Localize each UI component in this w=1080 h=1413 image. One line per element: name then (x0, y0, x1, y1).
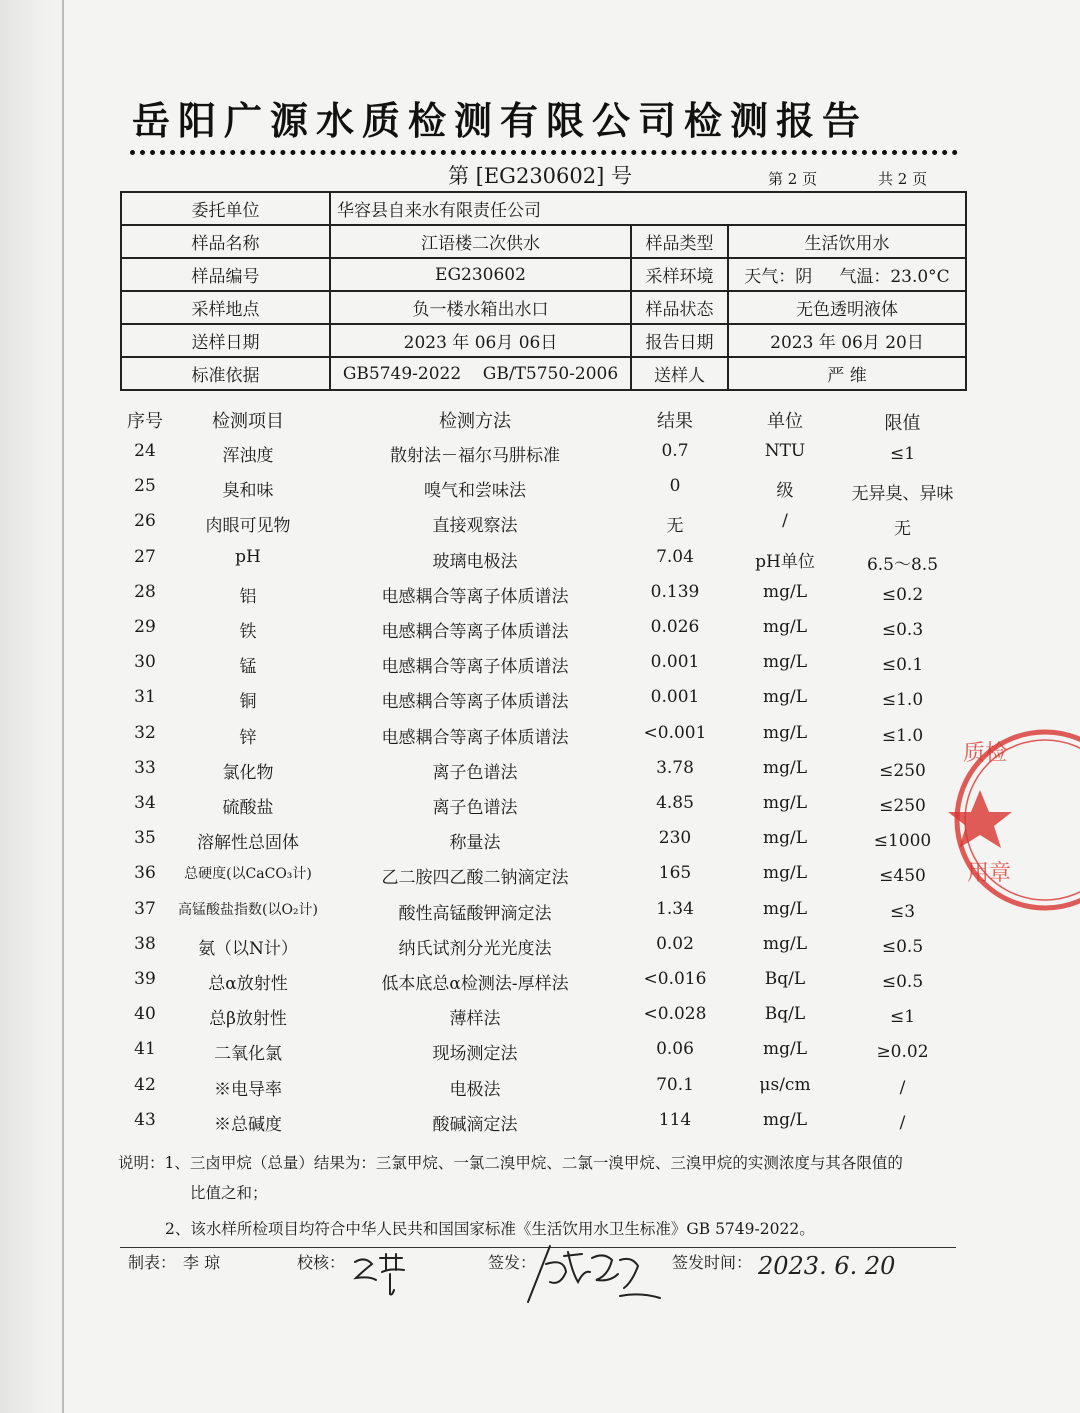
row-item: 锌 (239, 727, 257, 748)
row-item: 铝 (239, 586, 257, 607)
row-result: 0.139 (650, 581, 700, 602)
row-item: 硫酸盐 (222, 798, 274, 818)
row-method: 酸性高锰酸钾滴定法 (398, 903, 552, 924)
row-limit: ≤3 (889, 901, 916, 922)
row-method: 电极法 (449, 1079, 501, 1100)
row-limit: ≤0.5 (881, 972, 924, 992)
row-no: 30 (134, 652, 156, 673)
row-item: 二氧化氯 (214, 1044, 282, 1065)
row-method: 散射法－福尔马肼标准 (390, 446, 560, 466)
row-result: 无 (666, 516, 684, 537)
row-no: 42 (134, 1074, 156, 1095)
row-no: 43 (134, 1109, 156, 1130)
row-method: 低本底总α检测法-厚样法 (381, 974, 569, 994)
row-limit: ≤250 (879, 760, 926, 781)
report-date-value: 2023 年 06月 20日 (728, 324, 966, 357)
row-result: 114 (658, 1109, 692, 1130)
row-no: 31 (134, 687, 156, 708)
row-limit: ≤1 (889, 444, 916, 464)
row-item: ※电导率 (214, 1079, 282, 1100)
row-result: 3.78 (656, 757, 694, 778)
sender-label: 送样人 (631, 357, 728, 390)
col-header-unit: 单位 (767, 411, 803, 432)
col-header-item: 检测项目 (212, 411, 284, 432)
row-result: 0 (669, 476, 681, 497)
row-unit: Bq/L (764, 1004, 806, 1025)
row-item: 氯化物 (222, 762, 274, 783)
col-header-limit: 限值 (884, 413, 921, 434)
row-item: 铁 (239, 622, 257, 642)
row-method: 酸碱滴定法 (432, 1114, 518, 1135)
sampling-env-label: 采样环境 (631, 258, 728, 291)
report-date-label: 报告日期 (631, 324, 728, 357)
row-result: 0.7 (661, 441, 689, 461)
sampling-place-value: 负一楼水箱出水口 (330, 291, 631, 324)
row-method: 离子色谱法 (432, 762, 518, 783)
row-limit: ≤450 (879, 866, 926, 887)
row-unit: mg/L (762, 617, 808, 637)
row-no: 41 (134, 1039, 156, 1060)
row-method: 电感耦合等离子体质谱法 (381, 622, 569, 642)
row-limit: 无异臭、异味 (851, 484, 954, 505)
row-result: 230 (658, 828, 692, 849)
row-no: 40 (134, 1004, 156, 1025)
col-header-result: 结果 (657, 411, 693, 432)
row-unit: μs/cm (759, 1074, 811, 1095)
row-item: 高锰酸盐指数(以O₂计) (177, 901, 318, 918)
row-no: 35 (134, 828, 156, 849)
row-result: 1.34 (656, 898, 694, 919)
row-item: 肉眼可见物 (205, 516, 291, 537)
row-item: 溶解性总固体 (197, 833, 299, 854)
binding-margin (0, 0, 68, 1413)
sender-value: 严 维 (728, 357, 966, 390)
row-unit: mg/L (762, 757, 808, 778)
row-method: 称量法 (449, 833, 501, 854)
row-result: 0.06 (656, 1039, 694, 1060)
fold-line (62, 0, 64, 1413)
row-item: 臭和味 (222, 481, 274, 502)
row-limit: ≤0.2 (881, 584, 924, 605)
row-limit: / (899, 1112, 906, 1133)
row-method: 乙二胺四乙酸二钠滴定法 (381, 868, 569, 889)
page-title: 岳阳广源水质检测有限公司检测报告 (131, 99, 868, 143)
document-number: 第 [EG230602] 号 (447, 164, 632, 188)
row-result: 0.001 (650, 652, 700, 673)
row-unit: / (782, 511, 788, 532)
row-item: 浑浊度 (222, 446, 274, 466)
row-no: 32 (134, 722, 156, 743)
sample-name-value: 江语楼二次供水 (330, 225, 631, 258)
row-no: 26 (134, 511, 156, 532)
row-unit: mg/L (762, 933, 808, 954)
row-result: 165 (658, 863, 692, 884)
row-method: 电感耦合等离子体质谱法 (381, 586, 569, 607)
note-line-1: 说明：1、三卤甲烷（总量）结果为：三氯甲烷、一氯二溴甲烷、二氯一溴甲烷、三溴甲烷的实测浓度与其各限值的 (118, 1154, 903, 1172)
row-method: 电感耦合等离子体质谱法 (381, 692, 569, 713)
row-unit: mg/L (762, 793, 808, 813)
row-unit: mg/L (762, 1039, 808, 1060)
sample-code-label: 样品编号 (121, 258, 330, 291)
row-item: pH (235, 546, 261, 567)
row-item: 锰 (239, 657, 257, 678)
row-unit: mg/L (762, 581, 808, 602)
row-method: 现场测定法 (432, 1044, 518, 1065)
row-unit: mg/L (762, 687, 808, 708)
standard-value: GB5749-2022 GB/T5750-2006 (330, 357, 631, 390)
sample-name-label: 样品名称 (121, 225, 330, 258)
row-limit: 无 (894, 519, 911, 540)
row-unit: mg/L (762, 863, 808, 884)
issuer-signature (520, 1242, 670, 1308)
row-limit: 6.5～8.5 (866, 554, 939, 575)
client-value: 华容县自来水有限责任公司 (330, 192, 966, 225)
row-limit: ≤0.1 (881, 655, 924, 676)
client-label: 委托单位 (121, 192, 330, 225)
row-unit: mg/L (762, 1109, 808, 1130)
sample-state-value: 无色透明液体 (728, 291, 966, 324)
row-unit: mg/L (762, 828, 808, 849)
row-no: 24 (134, 441, 156, 461)
row-item: ※总碱度 (214, 1114, 282, 1135)
official-seal (945, 720, 1015, 920)
row-result: <0.016 (643, 969, 707, 989)
row-no: 34 (134, 793, 156, 813)
row-result: 70.1 (656, 1074, 694, 1095)
row-method: 嗅气和尝味法 (424, 481, 526, 502)
row-result: 0.001 (650, 687, 700, 708)
row-unit: Bq/L (764, 969, 806, 989)
row-method: 纳氏试剂分光光度法 (398, 938, 552, 959)
row-item: 总硬度(以CaCO₃计) (184, 866, 312, 883)
sample-code-value: EG230602 (330, 258, 631, 291)
row-no: 36 (134, 863, 156, 884)
issue-time-label: 签发时间： (672, 1253, 753, 1272)
sampling-env-value: 天气：阴 气温：23.0°C (728, 258, 966, 291)
row-limit: / (899, 1077, 906, 1098)
send-date-value: 2023 年 06月 06日 (330, 324, 631, 357)
row-result: 0.02 (656, 933, 694, 954)
row-method: 直接观察法 (432, 516, 518, 537)
row-unit: NTU (764, 441, 806, 461)
checked-label: 校核： (297, 1253, 346, 1272)
row-limit: ≤0.3 (881, 620, 924, 640)
col-header-method: 检测方法 (439, 411, 511, 432)
row-limit: ≤1 (889, 1007, 916, 1028)
issue-time-handwritten: 2023. 6. 20 (758, 1252, 896, 1280)
sample-state-label: 样品状态 (631, 291, 728, 324)
note-line-2: 2、该水样所检项目均符合中华人民共和国国家标准《生活饮用水卫生标准》GB 5749-2022。 (165, 1220, 815, 1238)
row-method: 薄样法 (449, 1009, 501, 1030)
row-method: 玻璃电极法 (432, 551, 518, 572)
sampling-place-label: 采样地点 (121, 291, 330, 324)
row-method: 电感耦合等离子体质谱法 (381, 657, 569, 678)
sample-type-value: 生活饮用水 (728, 225, 966, 258)
prepared-label: 制表： (128, 1253, 177, 1272)
checker-signature (350, 1250, 410, 1300)
row-unit: pH单位 (755, 551, 815, 572)
row-limit: ≤0.5 (881, 936, 924, 957)
row-unit: 级 (776, 481, 794, 502)
row-result: 0.026 (650, 617, 700, 637)
issued-label: 签发： (488, 1253, 537, 1272)
sample-type-label: 样品类型 (631, 225, 728, 258)
row-result: <0.001 (643, 722, 707, 743)
standard-label: 标准依据 (121, 357, 330, 390)
row-limit: ≤1.0 (881, 725, 924, 746)
row-no: 38 (134, 933, 156, 954)
send-date-label: 送样日期 (121, 324, 330, 357)
row-limit: ≤1000 (873, 831, 932, 852)
svg-text:质检: 质检 (963, 741, 1008, 766)
row-no: 25 (134, 476, 156, 497)
row-method: 离子色谱法 (432, 798, 518, 818)
page-total: 共 2 页 (878, 170, 928, 188)
row-item: 铜 (239, 692, 257, 713)
row-no: 28 (134, 581, 156, 602)
row-no: 39 (134, 969, 156, 989)
svg-text:用章: 用章 (967, 861, 1012, 886)
row-result: 4.85 (656, 793, 694, 813)
page-number: 第 2 页 (768, 170, 818, 188)
row-no: 33 (134, 757, 156, 778)
row-no: 29 (134, 617, 156, 637)
row-no: 37 (134, 898, 156, 919)
col-header-no: 序号 (127, 411, 163, 432)
row-unit: mg/L (762, 652, 808, 673)
row-limit: ≤1.0 (881, 690, 924, 711)
prepared-by: 李 琼 (183, 1253, 221, 1272)
row-result: 7.04 (656, 546, 694, 567)
row-limit: ≤250 (879, 796, 926, 816)
row-result: <0.028 (643, 1004, 707, 1025)
row-item: 总α放射性 (208, 974, 288, 994)
row-item: 氨（以N计） (198, 938, 298, 959)
row-method: 电感耦合等离子体质谱法 (381, 727, 569, 748)
note-line-1-continued: 比值之和； (190, 1184, 268, 1202)
row-item: 总β放射性 (209, 1009, 287, 1030)
row-unit: mg/L (762, 898, 808, 919)
row-no: 27 (134, 546, 156, 567)
sample-info-table (120, 191, 967, 391)
dotted-divider (130, 150, 958, 155)
row-unit: mg/L (762, 722, 808, 743)
row-limit: ≥0.02 (876, 1042, 929, 1063)
